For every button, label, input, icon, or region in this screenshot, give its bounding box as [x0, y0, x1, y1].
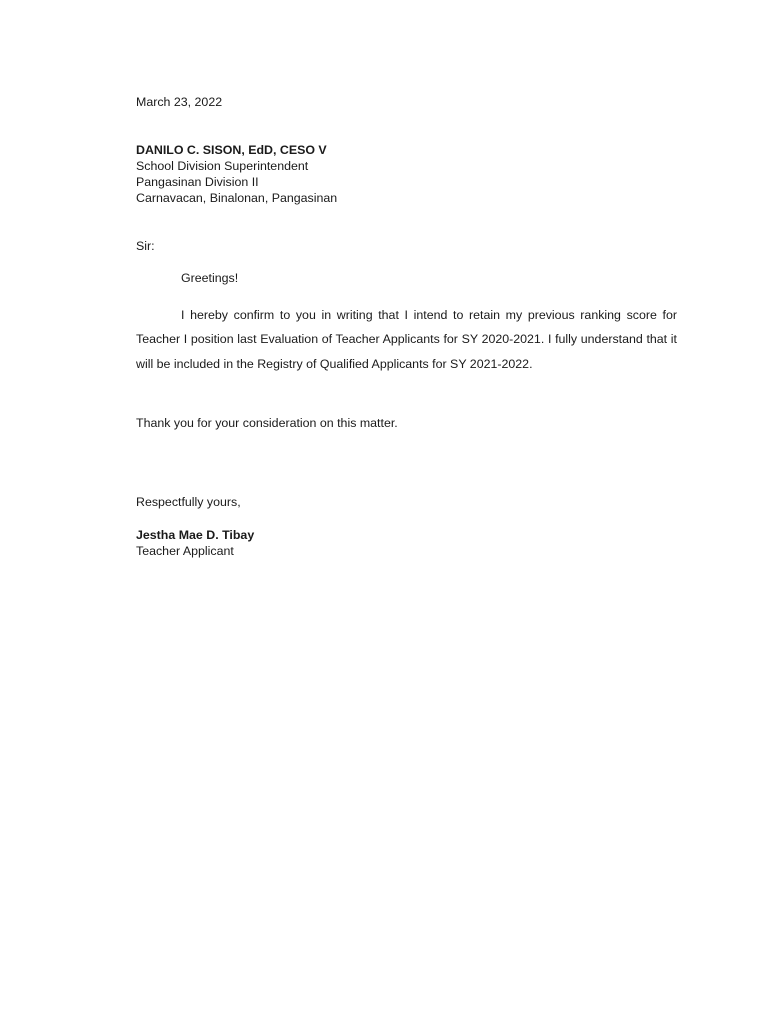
recipient-office: Pangasinan Division II [136, 175, 259, 189]
signatory-position: Teacher Applicant [136, 544, 234, 558]
letter-body: I hereby confirm to you in writing that I intend to retain my previous ranking score for Teacher I position last Evaluation of Teacher Applicants for SY 2020-2021. I fully understand that it will be included in the Registry of Qualified Applicants for SY 2021-2022. [136, 308, 677, 371]
signatory-name: Jestha Mae D. Tibay [136, 528, 255, 542]
complimentary-close: Respectfully yours, [136, 495, 241, 509]
closing-thanks: Thank you for your consideration on this matter. [136, 416, 398, 430]
signatory-block [136, 527, 677, 559]
greeting: Greetings! [181, 271, 239, 285]
recipient-name: DANILO C. SISON, EdD, CESO V [136, 143, 327, 157]
recipient-block [136, 142, 677, 206]
recipient-title: School Division Superintendent [136, 159, 309, 173]
salutation: Sir: [136, 239, 155, 253]
letter-date: March 23, 2022 [136, 95, 223, 109]
recipient-address: Carnavacan, Binalonan, Pangasinan [136, 191, 338, 205]
